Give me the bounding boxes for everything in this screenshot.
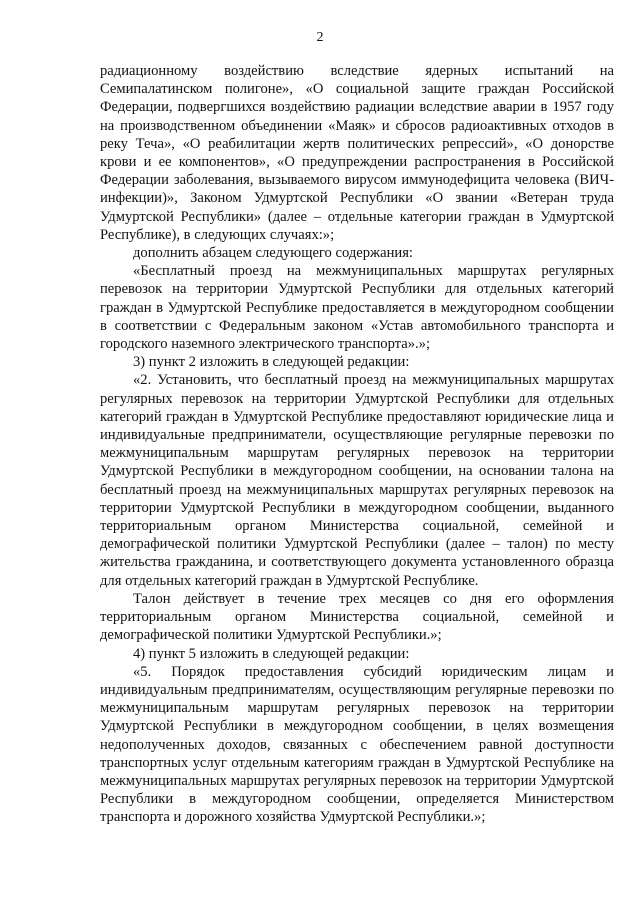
paragraph-add-clause: дополнить абзацем следующего содержания: [133,245,413,262]
paragraph-continuation: радиационному воздействию вследствие ядерных испытаний на Семипалатинском полигоне», «О социальной защите граждан Российской Федерации, подвергшихся воздействию радиации вследствие аварии в 1957 году на производственном объединении «Маяк» и сбросов радиоактивных отходов в реку Теча», «О реабилитации жертв политических репрессий», «О донорстве крови и ее компонентов», «О предупреждении распространения в Российской Федерации заболевания, вызываемого вирусом иммунодефицита человека (ВИЧ-инфекции)», Законом Удмуртской Республики «О звании «Ветеран труда Удмуртской Республики» (далее – отдельные категории граждан в Удмуртской Республике), в следующих случаях:»; [100,63,614,243]
paragraph-free-travel-clause: «Бесплатный проезд на межмуниципальных маршрутах регулярных перевозок на территории Удмуртской Республики для отдельных категорий граждан в Удмуртской Республике предоставляется в междугородном сообщении в соответствии с Федеральным законом «Устав автомобильного транспорта и городского наземного электрического транспорта».»; [100,263,614,353]
page-number: 2 [316,30,324,45]
paragraph-item-4: 4) пункт 5 изложить в следующей редакции: [133,645,410,662]
document-body [100,62,614,827]
paragraph-point-5-text: «5. Порядок предоставления субсидий юридическим лицам и индивидуальным предпринимателям, осуществляющим регулярные перевозки по межмуниципальным маршрутам регулярных перевозок на территории Удмуртской Республики в междугородном сообщении, в целях возмещения недополученных доходов, связанных с обеспечением равной доступности транспортных услуг отдельным категориям граждан в Удмуртской Республике на межмуниципальных маршрутах регулярных перевозок на территории Удмуртской Республики в междугородном сообщении, определяется Министерством транспорта и дорожного хозяйства Удмуртской Республики.»; [100,663,614,826]
paragraph-item-3: 3) пункт 2 изложить в следующей редакции: [133,354,410,371]
paragraph-point-2-text: «2. Установить, что бесплатный проезд на межмуниципальных маршрутах регулярных перевозок на территории Удмуртской Республики для отдельных категорий граждан в Удмуртской Республике предоставляют юридические лица и индивидуальные предприниматели, осуществляющие регулярные перевозки по межмуниципальным маршрутам регулярных перевозок на территории Удмуртской Республики в междугородном сообщении, на основании талона на бесплатный проезд на межмуниципальных маршрутах регулярных перевозок на территории Удмуртской Республики в междугородном сообщении, выданного территориальным органом Министерства социальной, семейной и демографической политики Удмуртской Республики (далее – талон) по месту жительства гражданина, и соответствующего документа установленного образца для отдельных категорий граждан в Удмуртской Республике. [100,372,614,589]
paragraph-ticket-validity: Талон действует в течение трех месяцев со дня его оформления территориальным органом Министерства социальной, семейной и демографической политики Удмуртской Республики.»; [100,590,614,644]
